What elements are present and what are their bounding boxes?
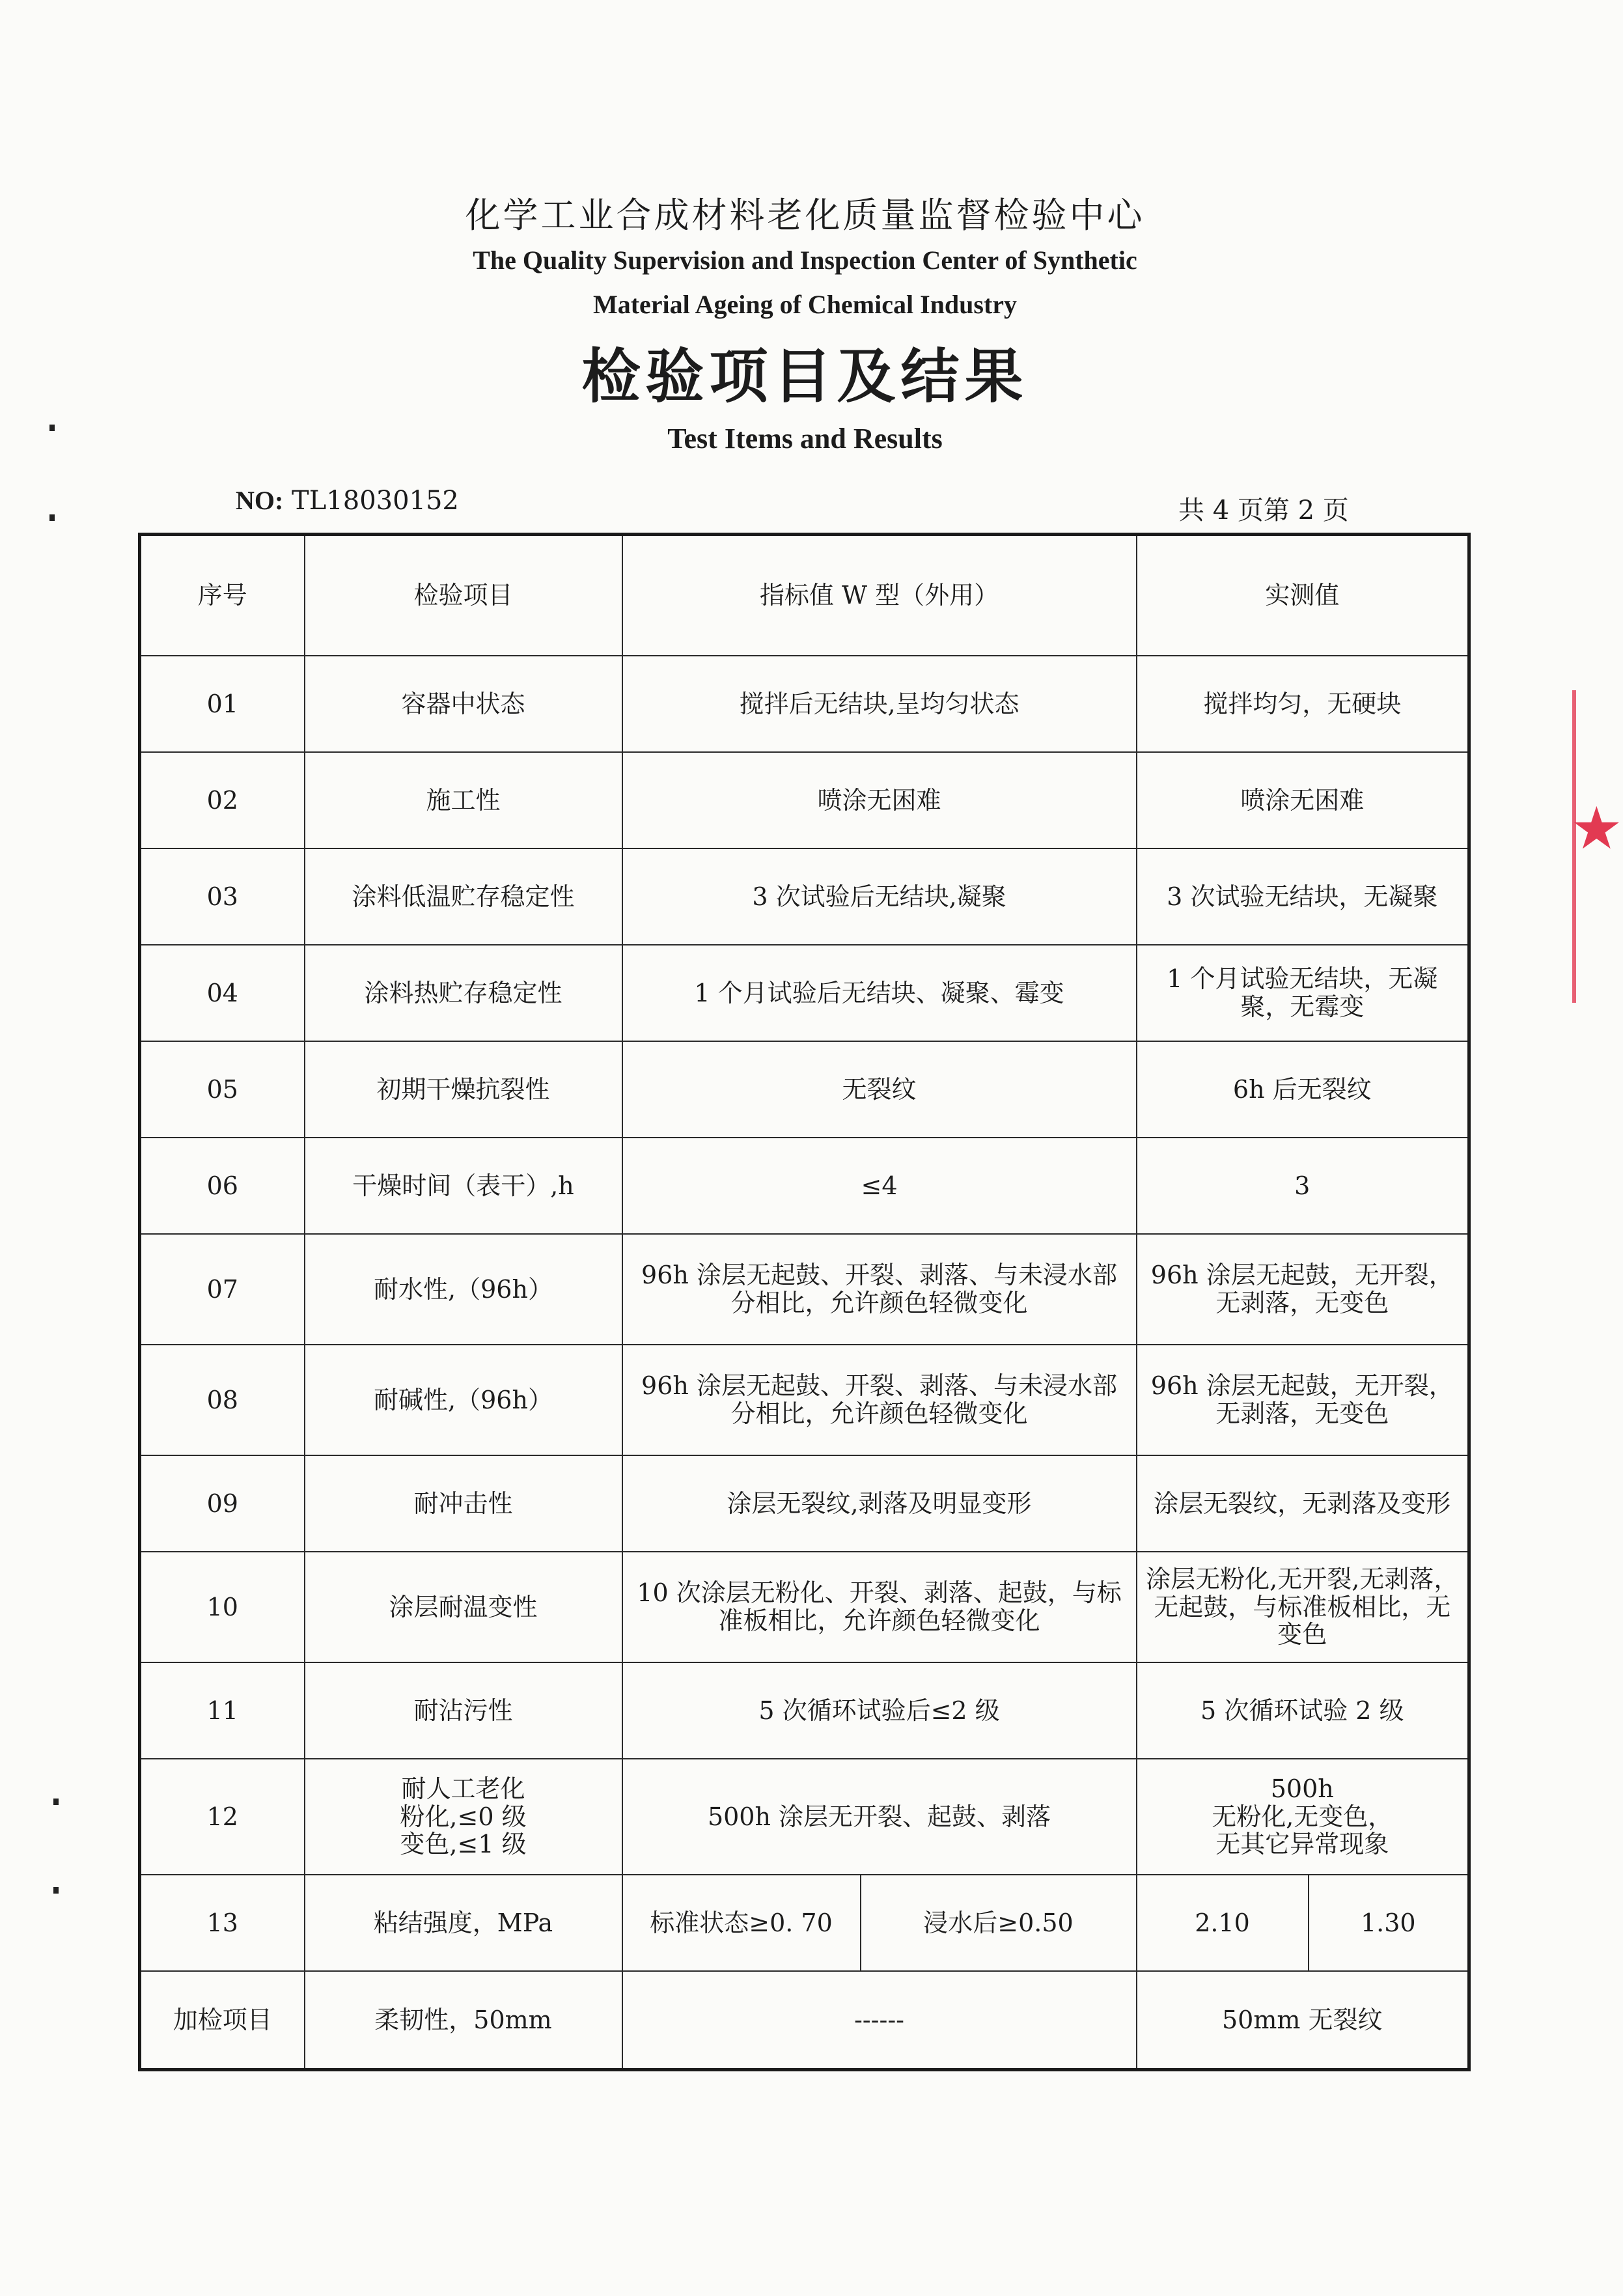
test-item: 容器中状态 xyxy=(305,656,622,752)
row-number: 10 xyxy=(140,1552,305,1662)
measured-value: 1 个月试验无结块，无凝聚，无霉变 xyxy=(1137,945,1469,1041)
test-item: 干燥时间（表干）,h xyxy=(305,1138,622,1234)
measured-value: 5 次循环试验 2 级 xyxy=(1137,1662,1469,1759)
spec-value: 搅拌后无结块,呈均匀状态 xyxy=(622,656,1137,752)
spec-value: 96h 涂层无起鼓、开裂、剥落、与未浸水部分相比，允许颜色轻微变化 xyxy=(622,1345,1137,1455)
report-number xyxy=(236,485,459,516)
row-number: 01 xyxy=(140,656,305,752)
test-item: 涂料热贮存稳定性 xyxy=(305,945,622,1041)
table-header-row xyxy=(140,535,1469,656)
spec-value: 喷涂无困难 xyxy=(622,752,1137,848)
spec-value: 涂层无裂纹,剥落及明显变形 xyxy=(622,1455,1137,1552)
test-item: 耐沾污性 xyxy=(305,1662,622,1759)
table-row xyxy=(140,1662,1469,1759)
table-row xyxy=(140,1234,1469,1345)
test-item: 粘结强度，MPa xyxy=(305,1875,622,1971)
row-number: 02 xyxy=(140,752,305,848)
measured-value: 96h 涂层无起鼓，无开裂，无剥落，无变色 xyxy=(1137,1234,1469,1345)
org-name-en-line2: Material Ageing of Chemical Industry xyxy=(592,290,1018,319)
table-row xyxy=(140,656,1469,752)
spec-value: 3 次试验后无结块,凝聚 xyxy=(622,848,1137,945)
report-number-label: NO: xyxy=(236,486,284,515)
scan-mark xyxy=(49,425,55,431)
row-number: 13 xyxy=(140,1875,305,1971)
page-title-cn: 检验项目及结果 xyxy=(581,342,1029,411)
table-row xyxy=(140,752,1469,848)
spec-value: 1 个月试验后无结块、凝聚、霉变 xyxy=(622,945,1137,1041)
spec-value: 500h 涂层无开裂、起鼓、剥落 xyxy=(622,1759,1137,1875)
row-number: 06 xyxy=(140,1138,305,1234)
spec-value: 10 次涂层无粉化、开裂、剥落、起鼓，与标准板相比，允许颜色轻微变化 xyxy=(622,1552,1137,1662)
test-item: 涂层耐温变性 xyxy=(305,1552,622,1662)
row-number: 08 xyxy=(140,1345,305,1455)
spec-value: 无裂纹 xyxy=(622,1041,1137,1138)
row-number: 03 xyxy=(140,848,305,945)
measured-value: 96h 涂层无起鼓，无开裂，无剥落，无变色 xyxy=(1137,1345,1469,1455)
row-number: 05 xyxy=(140,1041,305,1138)
test-item: 柔韧性，50mm xyxy=(305,1971,622,2070)
table-row xyxy=(140,1759,1469,1875)
table-row xyxy=(140,1552,1469,1662)
test-item-line: 粉化,≤0 级 xyxy=(400,1802,527,1831)
spec-value: 5 次循环试验后≤2 级 xyxy=(622,1662,1137,1759)
header-result: 实测值 xyxy=(1137,535,1469,656)
seal-star-icon: ★ xyxy=(1570,794,1623,863)
test-item-line: 变色,≤1 级 xyxy=(400,1830,527,1859)
spec-value-immersed: 浸水后≥0.50 xyxy=(861,1875,1137,1971)
measured-value: 涂层无裂纹，无剥落及变形 xyxy=(1137,1455,1469,1552)
measured-value-line: 500h xyxy=(1270,1774,1334,1804)
spec-value: 96h 涂层无起鼓、开裂、剥落、与未浸水部分相比，允许颜色轻微变化 xyxy=(622,1234,1137,1345)
test-item: 耐碱性,（96h） xyxy=(305,1345,622,1455)
measured-value: 6h 后无裂纹 xyxy=(1137,1041,1469,1138)
row-number: 加检项目 xyxy=(140,1971,305,2070)
row-number: 04 xyxy=(140,945,305,1041)
scan-mark xyxy=(49,514,55,521)
row-number: 11 xyxy=(140,1662,305,1759)
test-item: 耐水性,（96h） xyxy=(305,1234,622,1345)
measured-value: 50mm 无裂纹 xyxy=(1137,1971,1469,2070)
org-name-cn: 化学工业合成材料老化质量监督检验中心 xyxy=(465,195,1145,236)
measured-value-line: 无粉化,无变色， xyxy=(1212,1802,1393,1831)
measured-value: 涂层无粉化,无开裂,无剥落，无起鼓，与标准板相比，无变色 xyxy=(1137,1552,1469,1662)
scan-mark xyxy=(53,1799,59,1805)
measured-value-immersed: 1.30 xyxy=(1309,1875,1469,1971)
row-number: 07 xyxy=(140,1234,305,1345)
measured-value: 搅拌均匀，无硬块 xyxy=(1137,656,1469,752)
test-item: 施工性 xyxy=(305,752,622,848)
row-number: 12 xyxy=(140,1759,305,1875)
table-row xyxy=(140,1875,1469,1971)
header-spec: 指标值 W 型（外用） xyxy=(622,535,1137,656)
test-item: 涂料低温贮存稳定性 xyxy=(305,848,622,945)
test-item-line: 耐人工老化 xyxy=(401,1774,525,1804)
spec-value: ------ xyxy=(622,1971,1137,2070)
measured-value: 3 xyxy=(1137,1138,1469,1234)
page-indicator: 共 4 页第 2 页 xyxy=(1178,496,1349,525)
test-item: 初期干燥抗裂性 xyxy=(305,1041,622,1138)
org-name-en-line1: The Quality Supervision and Inspection Center of Synthetic xyxy=(473,245,1137,275)
scan-mark xyxy=(53,1887,59,1894)
spec-value-standard: 标准状态≥0. 70 xyxy=(622,1875,861,1971)
results-table xyxy=(138,533,1471,2071)
table-row xyxy=(140,945,1469,1041)
table-row xyxy=(140,1041,1469,1138)
table-row xyxy=(140,848,1469,945)
measured-value: 3 次试验无结块，无凝聚 xyxy=(1137,848,1469,945)
measured-value-standard: 2.10 xyxy=(1137,1875,1309,1971)
spec-value: ≤4 xyxy=(622,1138,1137,1234)
measured-value xyxy=(1137,1759,1469,1875)
test-item: 耐冲击性 xyxy=(305,1455,622,1552)
table-row xyxy=(140,1345,1469,1455)
table-row-extra xyxy=(140,1971,1469,2070)
row-number: 09 xyxy=(140,1455,305,1552)
header-item: 检验项目 xyxy=(305,535,622,656)
header-no: 序号 xyxy=(140,535,305,656)
report-number-value: TL18030152 xyxy=(292,486,459,516)
measured-value: 喷涂无困难 xyxy=(1137,752,1469,848)
table-row xyxy=(140,1138,1469,1234)
page-title-en: Test Items and Results xyxy=(667,423,943,455)
measured-value-line: 无其它异常现象 xyxy=(1215,1830,1389,1859)
test-item xyxy=(305,1759,622,1875)
table-row xyxy=(140,1455,1469,1552)
